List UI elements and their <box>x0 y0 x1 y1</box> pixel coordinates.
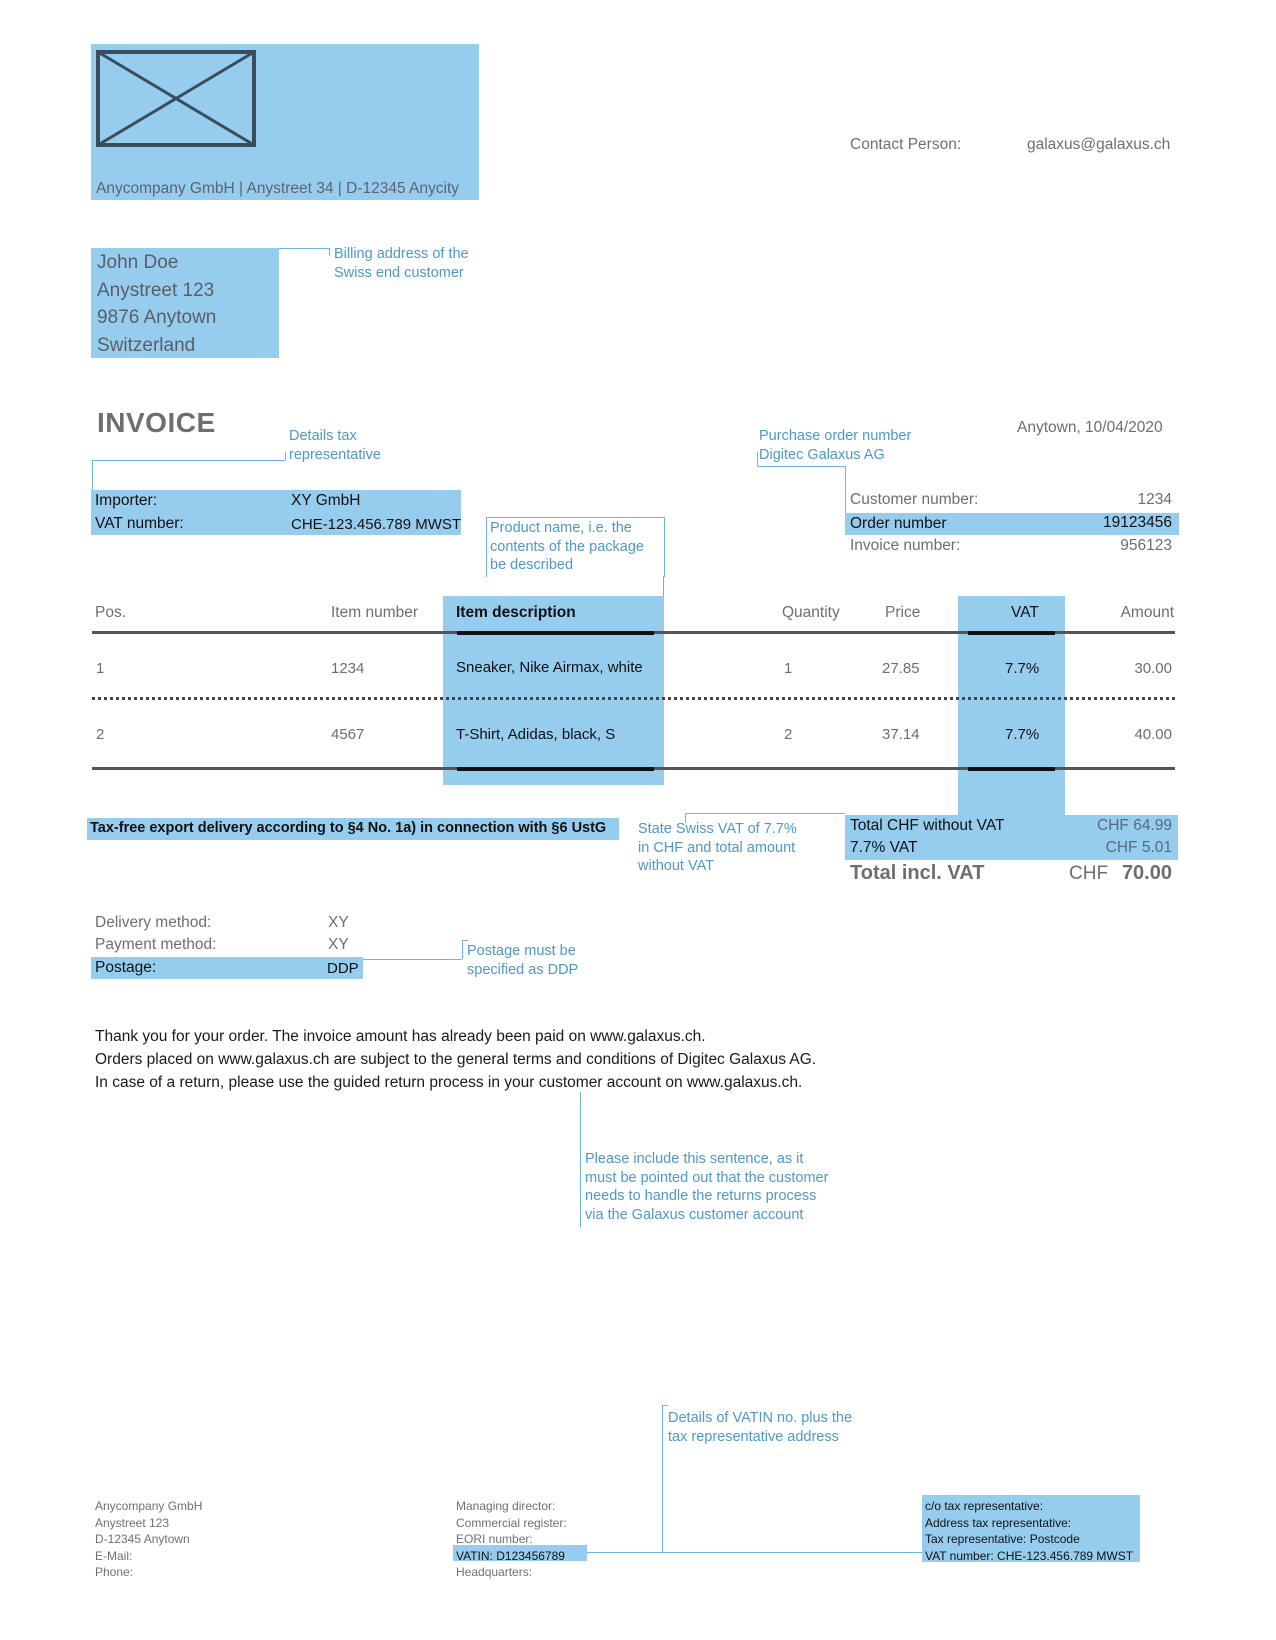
row-price: 37.14 <box>882 726 920 743</box>
callout-line <box>363 959 462 960</box>
row-item-number: 1234 <box>331 660 365 677</box>
image-placeholder-icon <box>96 50 256 147</box>
callout-line <box>285 452 286 460</box>
postage-note: Postage must be specified as DDP <box>467 943 579 978</box>
row-separator <box>92 697 1175 700</box>
place-date: Anytown, 10/04/2020 <box>1017 419 1163 436</box>
table-header-rule-accent <box>968 631 1055 635</box>
callout-line <box>662 1405 663 1552</box>
callout-line <box>587 1552 923 1553</box>
tax-rep-note: Details tax representative <box>289 428 381 463</box>
row-description: T-Shirt, Adidas, black, S <box>456 726 616 743</box>
importer-label: Importer: <box>95 492 158 509</box>
total-incl-vat-value: 70.00 <box>1121 862 1172 884</box>
footer-tax-rep: c/o tax representative: Address tax representative: Tax representative: Postcode VAT number: CHE-123.456.789 MWST <box>925 1499 1134 1563</box>
row-quantity: 1 <box>784 660 793 677</box>
importer-value: XY GmbH <box>291 492 361 509</box>
callout-line <box>462 940 468 941</box>
col-header-pos: Pos. <box>95 604 127 621</box>
customer-number-label: Customer number: <box>850 491 979 508</box>
invoice-number: 956123 <box>1120 537 1172 554</box>
table-footer-rule-accent <box>457 767 654 771</box>
callout-line <box>845 466 846 514</box>
order-number-label: Order number <box>850 515 947 532</box>
return-note: Please include this sentence, as it must be pointed out that the customer needs to handle the returns process via the Galaxus customer account <box>585 1151 829 1223</box>
row-quantity: 2 <box>784 726 793 743</box>
vat-number-label: VAT number: <box>95 515 184 532</box>
callout-line <box>462 940 463 959</box>
vat-amount-label: 7.7% VAT <box>850 839 918 856</box>
callout-line <box>279 248 329 249</box>
vat-column-highlight <box>958 596 1065 815</box>
col-header-amount: Amount <box>1120 604 1174 621</box>
postage-value: DDP <box>327 960 359 977</box>
delivery-method-value: XY <box>328 914 349 931</box>
callout-line <box>580 1092 581 1227</box>
total-currency: CHF <box>1069 863 1109 884</box>
col-header-vat: VAT <box>1011 604 1039 621</box>
total-without-vat-label: Total CHF without VAT <box>850 817 1005 834</box>
billing-city: 9876 Anytown <box>97 307 217 328</box>
callout-line <box>757 466 845 467</box>
sender-line: Anycompany GmbH | Anystreet 34 | D-12345 Anycity <box>96 180 460 197</box>
thank-you-message: Thank you for your order. The invoice amount has already been paid on www.galaxus.ch. Orders placed on www.galaxus.ch are subject to the general terms and conditions of Digitec Galaxus AG. In case of a return, please use the guided return process in your customer account on www.galaxus.ch. <box>95 1028 817 1091</box>
billing-street: Anystreet 123 <box>97 279 215 301</box>
vat-amount-value: CHF 5.01 <box>1105 839 1172 856</box>
total-incl-vat-label: Total incl. VAT <box>850 862 985 884</box>
description-column-highlight <box>443 596 664 785</box>
col-header-description: Item description <box>456 604 576 621</box>
order-number: 19123456 <box>1103 514 1172 531</box>
customer-number: 1234 <box>1137 491 1172 508</box>
table-header-rule-accent <box>457 631 654 635</box>
total-without-vat-value: CHF 64.99 <box>1097 817 1172 834</box>
payment-method-label: Payment method: <box>95 936 217 953</box>
postage-label: Postage: <box>95 959 157 976</box>
col-header-item-number: Item number <box>331 604 419 621</box>
table-footer-rule-accent <box>968 767 1055 771</box>
vatin-note: Details of VATIN no. plus the tax representative address <box>668 1410 853 1445</box>
row-price: 27.85 <box>882 660 920 677</box>
billing-country: Switzerland <box>97 334 196 356</box>
vat-number-value: CHE-123.456.789 MWST <box>291 516 462 533</box>
row-description: Sneaker, Nike Airmax, white <box>456 659 643 676</box>
page-title: INVOICE <box>97 407 216 438</box>
delivery-method-label: Delivery method: <box>95 914 212 931</box>
callout-line <box>92 460 285 461</box>
row-item-number: 4567 <box>331 726 365 743</box>
invoice-number-label: Invoice number: <box>850 537 961 554</box>
callout-line <box>329 248 330 256</box>
contact-email: galaxus@galaxus.ch <box>1027 136 1171 153</box>
contact-label: Contact Person: <box>850 136 962 153</box>
callout-line <box>757 452 758 466</box>
callout-line <box>92 460 93 490</box>
row-pos: 1 <box>96 660 105 677</box>
col-header-quantity: Quantity <box>782 604 840 621</box>
row-pos: 2 <box>96 726 105 743</box>
callout-line <box>662 1405 668 1406</box>
tax-free-text: Tax-free export delivery according to §4 No. 1a) in connection with §6 UstG <box>90 820 607 836</box>
footer-company: Anycompany GmbH Anystreet 123 D-12345 Anytown E-Mail: Phone: <box>95 1499 203 1579</box>
callout-line <box>685 813 845 814</box>
callout-line <box>663 576 664 596</box>
payment-method-value: XY <box>328 936 349 953</box>
product-note: Product name, i.e. the contents of the package be described <box>490 520 644 573</box>
billing-name: John Doe <box>97 252 179 273</box>
po-note: Purchase order number Digitec Galaxus AG <box>759 428 912 463</box>
vat-note: State Swiss VAT of 7.7% in CHF and total amount without VAT <box>638 821 797 874</box>
row-amount: 30.00 <box>1134 660 1172 677</box>
row-vat: 7.7% <box>1005 660 1040 677</box>
row-amount: 40.00 <box>1134 726 1172 743</box>
col-header-price: Price <box>885 604 921 621</box>
billing-address <box>97 249 216 359</box>
footer-register: Managing director: Commercial register: EORI number: VATIN: D123456789 Headquarters: <box>456 1499 567 1579</box>
billing-note: Billing address of the Swiss end customer <box>334 246 469 281</box>
row-vat: 7.7% <box>1005 726 1040 743</box>
